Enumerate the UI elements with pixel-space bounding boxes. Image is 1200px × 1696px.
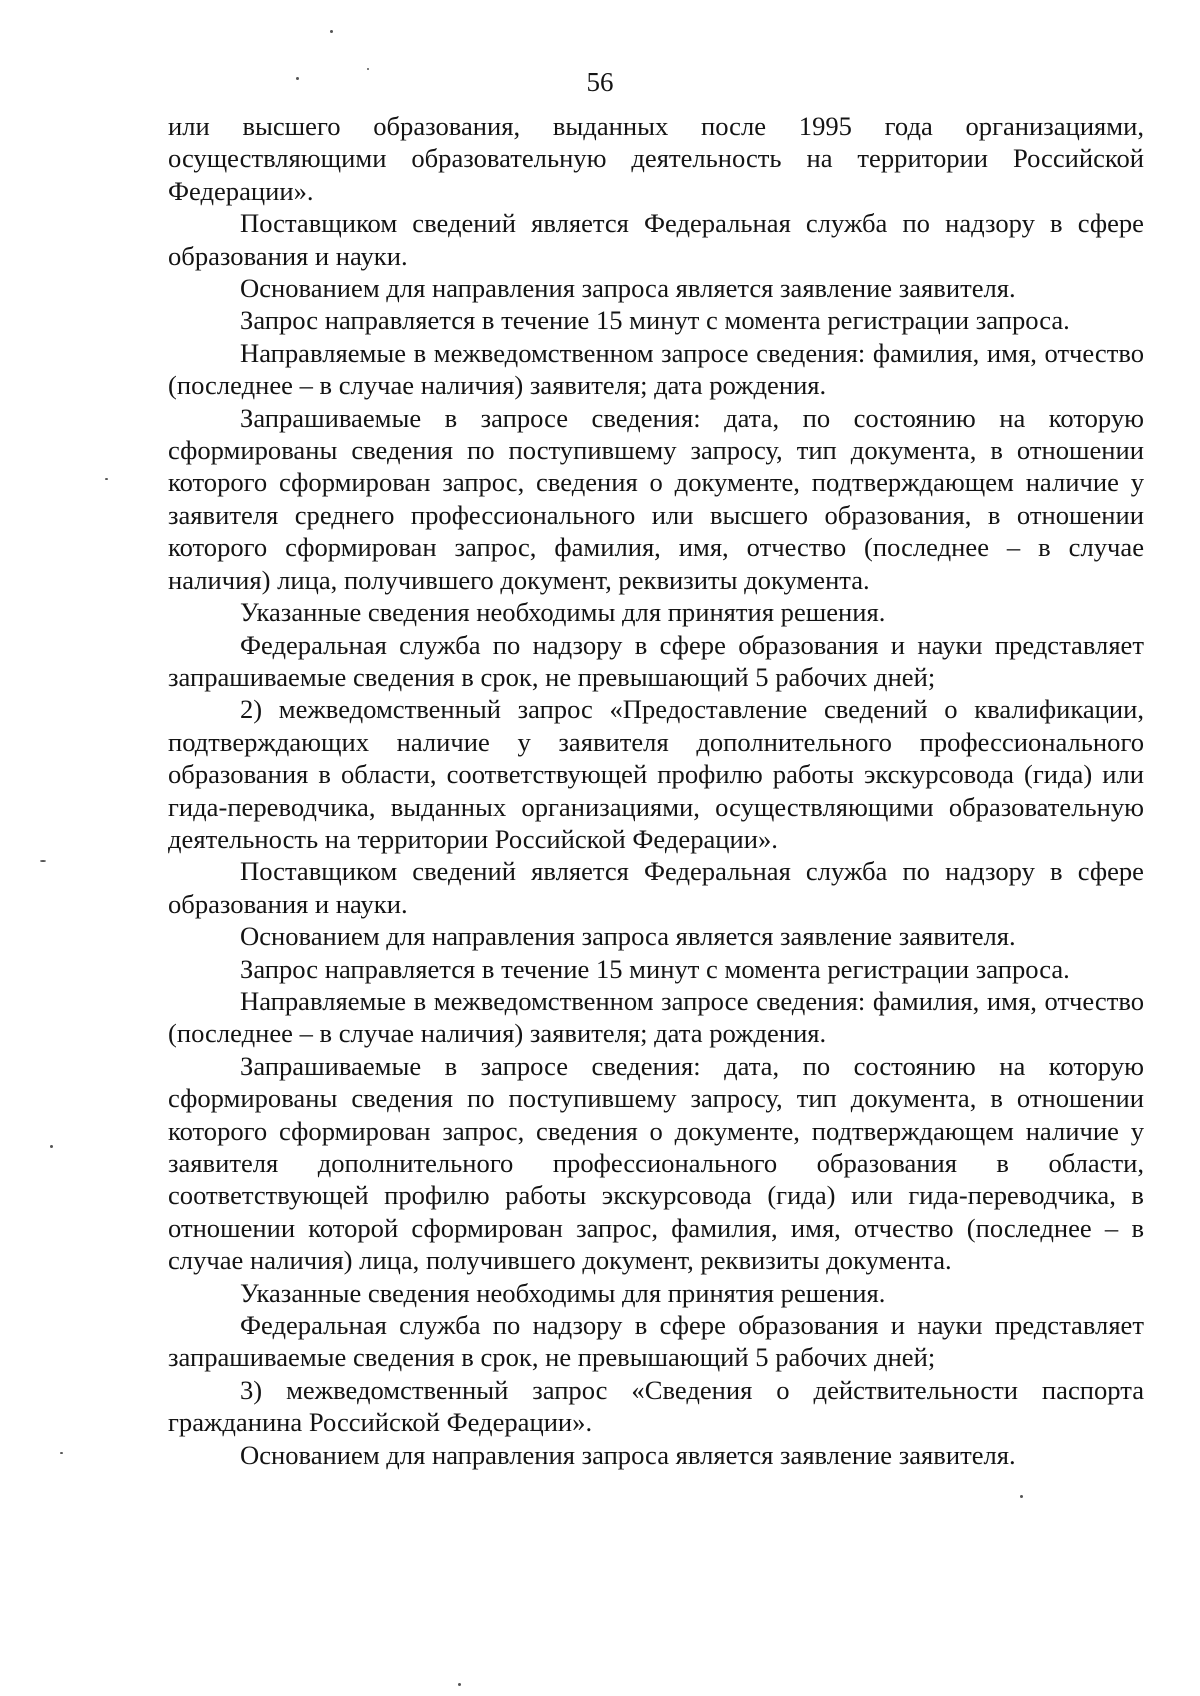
paragraph: Запрос направляется в течение 15 минут с момента регистрации запроса. <box>240 305 1070 336</box>
paragraph: Основанием для направления запроса является заявление заявителя. <box>240 1439 1016 1470</box>
paragraph: Поставщиком сведений является Федеральная служба по надзору в сфере образования и науки. <box>168 856 1144 919</box>
paragraph: Федеральная служба по надзору в сфере образования и науки представляет запрашиваемые сведения в срок, не превышающий 5 рабочих дней; <box>168 629 1144 692</box>
scan-speck <box>105 478 108 480</box>
paragraph: Направляемые в межведомственном запросе сведения: фамилия, имя, отчество (последнее – в случае наличия) заявителя; дата рождения. <box>168 985 1144 1049</box>
paragraph: 2) межведомственный запрос «Предоставление сведений о квалификации, подтверждающих наличие у заявителя дополнительного профессионального образования в области, соответствующей профилю работы экскурсовода (гида) или гида-переводчика, выданных организациями, осуществляющими образовательную деятельность на территории Российской Федерации». <box>168 694 1144 854</box>
paragraph: Основанием для направления запроса является заявление заявителя. <box>240 921 1016 952</box>
scan-speck <box>50 1145 53 1148</box>
paragraph: Указанные сведения необходимы для принятия решения. <box>240 597 886 628</box>
paragraph: 3) межведомственный запрос «Сведения о действительности паспорта гражданина Российской Федерации». <box>168 1374 1144 1438</box>
scan-speck <box>60 1452 63 1454</box>
paragraph: Указанные сведения необходимы для принятия решения. <box>240 1277 886 1308</box>
document-body <box>168 110 1144 1471</box>
paragraph: или высшего образования, выданных после 1995 года организациями, осуществляющими образовательную деятельность на территории Российской Федерации». <box>168 111 1144 206</box>
scan-speck <box>1020 1495 1023 1498</box>
paragraph: Федеральная служба по надзору в сфере образования и науки представляет запрашиваемые сведения в срок, не превышающий 5 рабочих дней; <box>168 1310 1144 1373</box>
scan-speck <box>40 860 46 862</box>
scan-speck <box>458 1683 461 1686</box>
paragraph: Запрашиваемые в запросе сведения: дата, по состоянию на которую сформированы сведения по поступившему запросу, тип документа, в отношении которого сформирован запрос, сведения о документе, подтверждающем наличие у заявителя среднего профессионального или высшего образования, в отношении которого сформирован запрос, фамилия, имя, отчество (последнее – в случае наличия) лица, получившего документ, реквизиты документа. <box>168 402 1144 595</box>
paragraph: Запрос направляется в течение 15 минут с момента регистрации запроса. <box>240 953 1070 984</box>
paragraph: Направляемые в межведомственном запросе сведения: фамилия, имя, отчество (последнее – в случае наличия) заявителя; дата рождения. <box>168 337 1144 401</box>
scan-speck <box>330 30 333 33</box>
paragraph: Поставщиком сведений является Федеральная служба по надзору в сфере образования и науки. <box>168 208 1144 271</box>
paragraph: Запрашиваемые в запросе сведения: дата, по состоянию на которую сформированы сведения по поступившему запросу, тип документа, в отношении которого сформирован запрос, сведения о документе, подтверждающем наличие у заявителя дополнительного профессионального образования в области, соответствующей профилю работы экскурсовода (гида) или гида-переводчика, в отношении которой сформирован запрос, фамилия, имя, отчество (последнее – в случае наличия) лица, получившего документ, реквизиты документа. <box>168 1050 1144 1276</box>
paragraph: Основанием для направления запроса является заявление заявителя. <box>240 273 1016 304</box>
page-number: 56 <box>586 67 614 97</box>
